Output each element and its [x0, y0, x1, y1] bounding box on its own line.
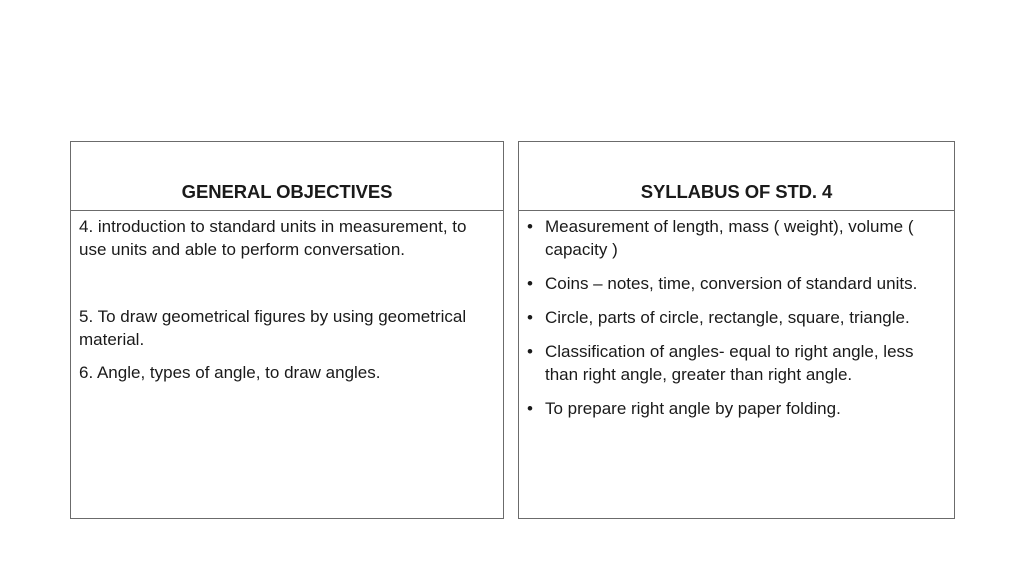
bullet-icon: • [527, 399, 533, 418]
syllabus-item-text: Classification of angles- equal to right angle, less than right angle, greater than right angle. [545, 342, 914, 384]
syllabus-item-text: Coins – notes, time, conversion of standard units. [545, 274, 918, 293]
bullet-icon: • [527, 308, 533, 327]
syllabus-list-item [527, 397, 946, 420]
syllabus-list-item [527, 272, 946, 295]
objective-paragraph: 6. Angle, types of angle, to draw angles. [79, 363, 381, 382]
syllabus-list-item [527, 215, 946, 261]
syllabus-title: SYLLABUS OF STD. 4 [640, 181, 833, 202]
objective-paragraph: 5. To draw geometrical figures by using geometrical material. [79, 307, 467, 349]
syllabus-panel [518, 141, 955, 519]
bullet-icon: • [527, 217, 533, 236]
syllabus-list-item [527, 340, 946, 386]
syllabus-body [519, 211, 954, 420]
bullet-icon: • [527, 342, 533, 361]
syllabus-list [527, 215, 946, 420]
general-objectives-panel [70, 141, 504, 519]
syllabus-item-text: Measurement of length, mass ( weight), volume ( capacity ) [545, 217, 914, 259]
syllabus-list-item [527, 306, 946, 329]
general-objectives-body [71, 211, 503, 384]
syllabus-header [519, 142, 954, 211]
syllabus-item-text: To prepare right angle by paper folding. [545, 399, 841, 418]
general-objectives-title: GENERAL OBJECTIVES [181, 181, 393, 202]
general-objectives-header [71, 142, 503, 211]
syllabus-item-text: Circle, parts of circle, rectangle, square, triangle. [545, 308, 910, 327]
bullet-icon: • [527, 274, 533, 293]
objective-paragraph: 4. introduction to standard units in measurement, to use units and able to perform conversation. [79, 217, 467, 259]
